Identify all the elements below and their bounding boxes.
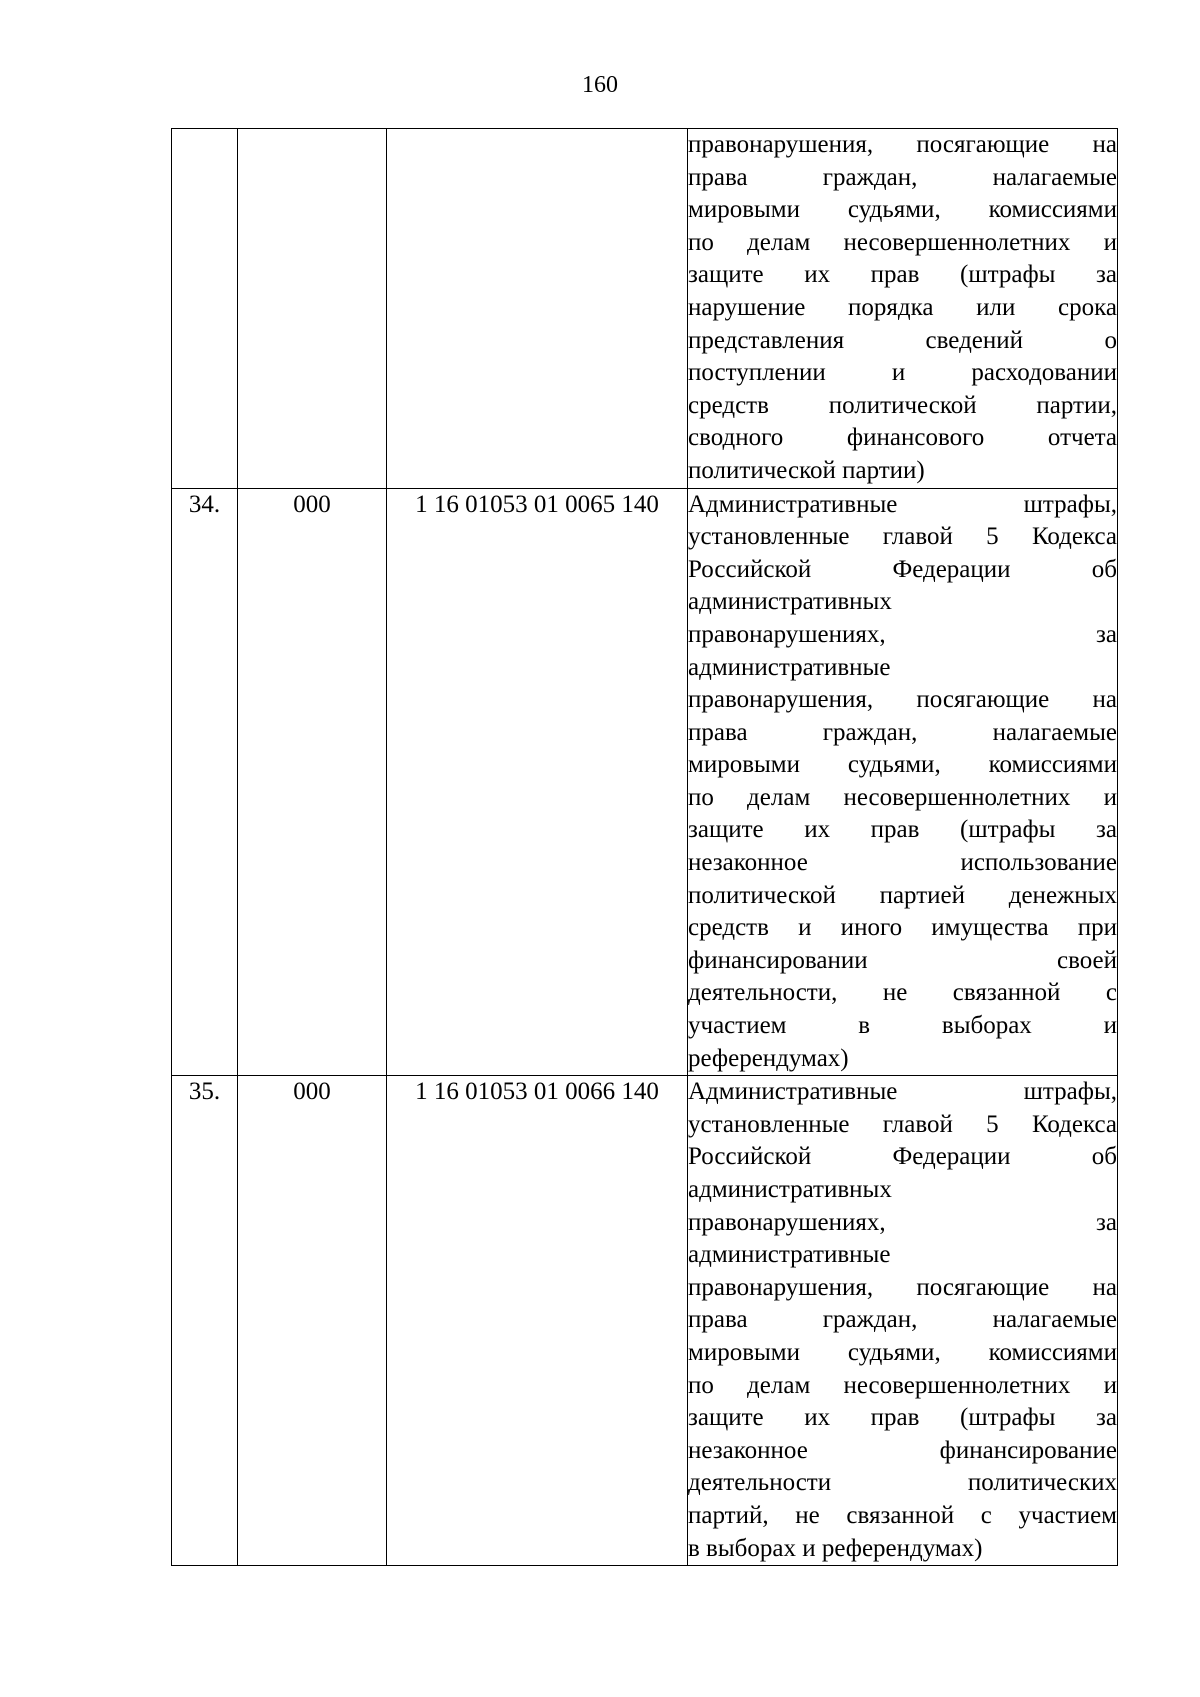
description-line: по делам несовершеннолетних и (688, 228, 1117, 256)
description-line: правонарушениях, за (688, 1208, 1117, 1236)
description-line: Административные штрафы, (688, 1078, 1117, 1106)
description-line: в выборах и референдумах) (688, 1534, 983, 1562)
description-line: по делам несовершеннолетних и (688, 1371, 1117, 1399)
admin-code-cell (238, 129, 387, 489)
description-line: правонарушениях, за (688, 620, 1117, 648)
description-line: деятельности политических (688, 1469, 1117, 1497)
row-number-cell (172, 129, 238, 489)
description-line: защите их прав (штрафы за (688, 261, 1117, 289)
row-number-cell: 35. (172, 1076, 238, 1566)
description-line: представления сведений о (688, 326, 1117, 354)
revenue-codes-table (171, 128, 1118, 1566)
description-cell (688, 1076, 1118, 1566)
kbk-code-cell: 1 16 01053 01 0065 140 (387, 488, 688, 1076)
description-line: права граждан, налагаемые (688, 718, 1117, 746)
description-line: защите их прав (штрафы за (688, 816, 1117, 844)
description-line: административных (688, 588, 892, 616)
description-line: административные (688, 653, 891, 681)
description-line: правонарушения, посягающие на (688, 131, 1117, 158)
description-line: политической партии) (688, 456, 925, 484)
table-row (172, 129, 1118, 489)
description-line: Российской Федерации об (688, 555, 1117, 583)
table-row (172, 488, 1118, 1076)
description-line: по делам несовершеннолетних и (688, 783, 1117, 811)
description-line: мировыми судьями, комиссиями (688, 1338, 1117, 1366)
description-line: права граждан, налагаемые (688, 1306, 1117, 1334)
description-line: правонарушения, посягающие на (688, 1273, 1117, 1301)
description-line: финансировании своей (688, 946, 1117, 974)
description-line: референдумах) (688, 1044, 849, 1072)
description-line: мировыми судьями, комиссиями (688, 196, 1117, 224)
description-line: Российской Федерации об (688, 1143, 1117, 1171)
description-line: политической партией денежных (688, 881, 1117, 909)
description-line: административные (688, 1241, 891, 1269)
kbk-code-cell: 1 16 01053 01 0066 140 (387, 1076, 688, 1566)
admin-code-cell: 000 (238, 488, 387, 1076)
description-line: административных (688, 1176, 892, 1203)
description-line: права граждан, налагаемые (688, 163, 1117, 191)
description-line: защите их прав (штрафы за (688, 1404, 1117, 1432)
description-cell (688, 129, 1118, 489)
description-line: участием в выборах и (688, 1012, 1117, 1040)
description-line: мировыми судьями, комиссиями (688, 751, 1117, 779)
description-line: незаконное финансирование (688, 1436, 1117, 1464)
description-line: средств политической партии, (688, 391, 1117, 419)
table-row (172, 1076, 1118, 1566)
row-number-cell: 34. (172, 488, 238, 1076)
description-line: нарушение порядка или срока (688, 293, 1117, 321)
description-cell (688, 488, 1118, 1076)
admin-code-cell: 000 (238, 1076, 387, 1566)
description-line: деятельности, не связанной с (688, 979, 1117, 1007)
description-line: Административные штрафы, (688, 490, 1117, 518)
description-line: сводного финансового отчета (688, 424, 1117, 452)
kbk-code-cell (387, 129, 688, 489)
description-line: установленные главой 5 Кодекса (688, 523, 1117, 551)
description-line: поступлении и расходовании (688, 359, 1117, 387)
description-line: правонарушения, посягающие на (688, 686, 1117, 714)
description-line: средств и иного имущества при (688, 914, 1117, 942)
description-line: незаконное использование (688, 849, 1117, 877)
description-line: партий, не связанной с участием (688, 1501, 1117, 1529)
description-line: установленные главой 5 Кодекса (688, 1110, 1117, 1138)
page-number: 160 (582, 72, 618, 98)
